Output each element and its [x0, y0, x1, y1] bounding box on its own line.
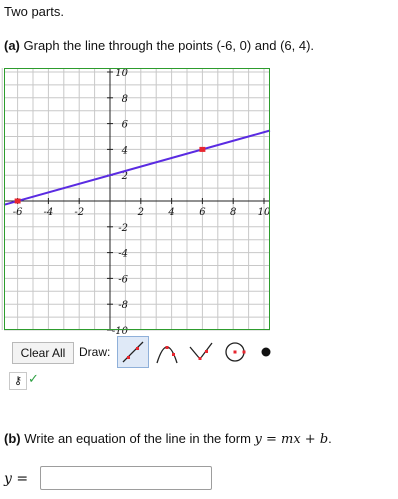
intro-text: Two parts.	[4, 4, 64, 19]
part-b-period: .	[328, 431, 332, 446]
x-tick-label: 2	[137, 207, 144, 218]
part-b-text: Write an equation of the line in the form	[24, 431, 255, 446]
plotted-point[interactable]	[15, 199, 21, 204]
part-a-prompt	[4, 38, 314, 53]
x-tick-label: -2	[74, 207, 85, 218]
x-tick-label: 8	[230, 207, 237, 218]
y-tick-label: -6	[118, 274, 128, 286]
graph-border	[5, 69, 270, 330]
key-icon[interactable]: ⚷	[9, 372, 27, 390]
line-tool-icon[interactable]	[118, 337, 148, 367]
y-tick-label: -8	[118, 300, 128, 312]
absolute-value-tool-icon[interactable]	[186, 337, 216, 367]
part-b-label: (b)	[4, 431, 21, 446]
plotted-point[interactable]	[199, 147, 205, 152]
y-tick-label: 8	[121, 93, 128, 105]
point-tool-icon[interactable]	[254, 337, 284, 367]
parabola-down-tool-icon[interactable]	[152, 337, 182, 367]
x-tick-label: -4	[43, 207, 54, 218]
equation-answer-input[interactable]	[40, 466, 212, 490]
graph-grid	[0, 68, 270, 330]
y-tick-label: -10	[111, 326, 128, 337]
equation-form: y = mx + b	[254, 432, 329, 447]
x-tick-label: -6	[12, 207, 23, 218]
plotted-line[interactable]	[4, 131, 270, 205]
answer-label: y =	[4, 471, 29, 487]
graph-axes	[4, 68, 270, 330]
part-a-text: Graph the line through the points (-6, 0) and (6, 4).	[23, 38, 315, 53]
clear-all-button[interactable]: Clear All	[12, 342, 74, 364]
x-tick-label: 4	[168, 207, 175, 218]
coordinate-graph[interactable]	[4, 68, 271, 337]
circle-tool-icon[interactable]	[220, 337, 250, 367]
x-tick-label: 6	[199, 207, 206, 218]
check-icon: ✓	[28, 371, 39, 386]
part-a-label: (a)	[4, 38, 20, 53]
y-tick-label: -2	[118, 222, 128, 234]
x-tick-label: 10	[257, 207, 271, 218]
y-tick-label: 10	[115, 68, 128, 79]
draw-label: Draw:	[79, 345, 111, 359]
y-tick-label: -4	[118, 248, 128, 260]
y-tick-label: 6	[121, 119, 128, 131]
y-tick-label: 2	[121, 171, 128, 183]
y-tick-label: 4	[121, 145, 128, 157]
part-b-prompt	[4, 431, 332, 447]
